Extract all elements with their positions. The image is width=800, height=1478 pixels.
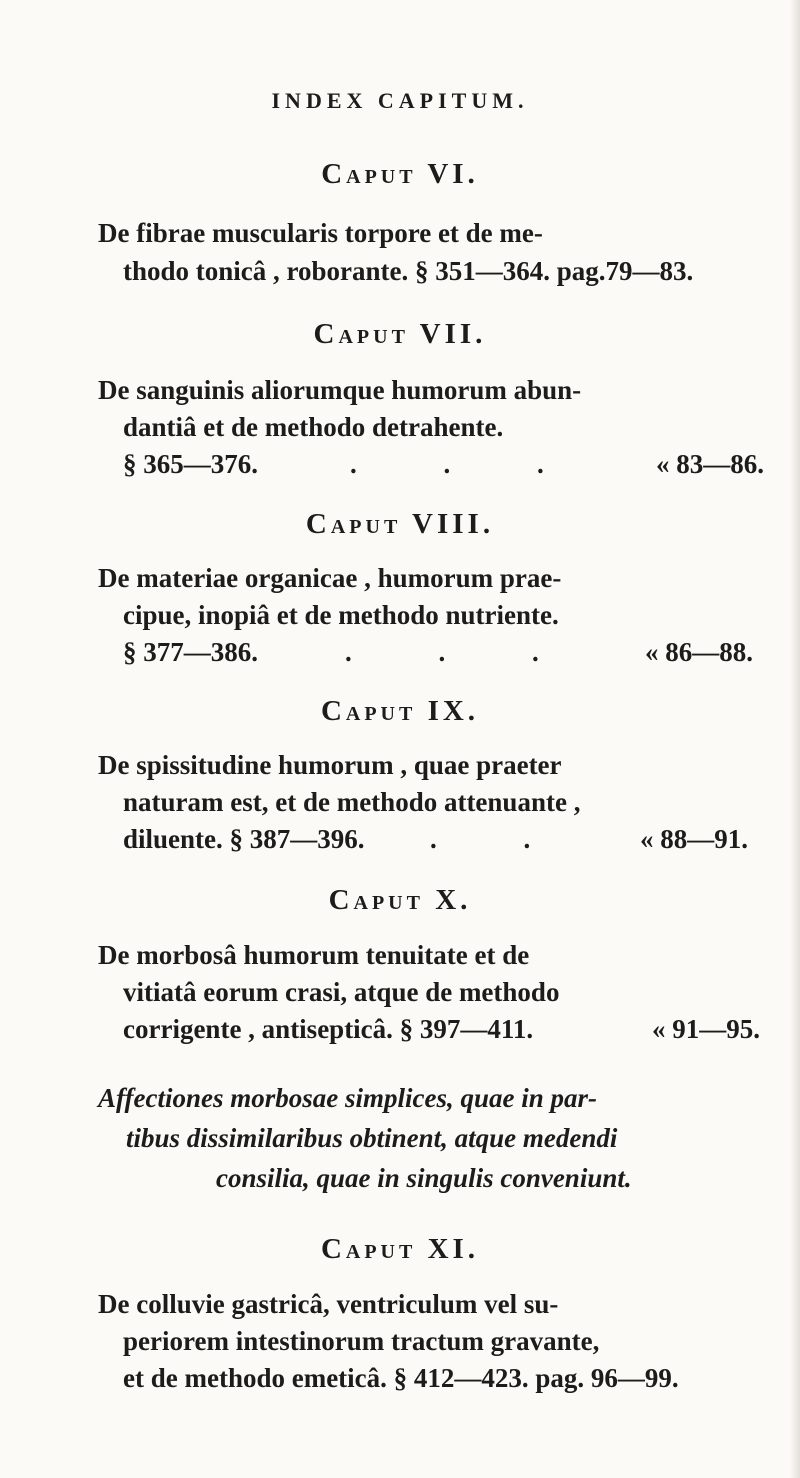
entry-line: De fibrae muscularis torpore et de me- xyxy=(98,218,543,248)
page-range: « 86—88. xyxy=(645,637,753,667)
entry-line: vitiatâ eorum crasi, atque de methodo xyxy=(123,977,560,1007)
entry-line: diluente. § 387—396. xyxy=(123,824,365,854)
entry-line: De morbosâ humorum tenuitate et de xyxy=(98,940,530,970)
caput-heading: Caput VI. xyxy=(321,158,479,190)
entry-line: § 377—386. xyxy=(123,637,258,667)
caput-heading: Caput IX. xyxy=(320,695,480,727)
entry-line: De sanguinis aliorumque humorum abun- xyxy=(98,375,582,405)
entry-line: naturam est, et de methodo attenuante , xyxy=(123,787,581,817)
caput-heading: Caput VII. xyxy=(313,318,487,350)
entry-line: thodo tonicâ , roborante. § 351—364. pag.79—83. xyxy=(123,256,694,286)
entry-line: § 365—376. xyxy=(123,449,258,479)
section-heading-line: consilia, quae in singulis conveniunt. xyxy=(216,1163,632,1193)
entry-line: corrigente , antisepticâ. § 397—411. xyxy=(123,1014,534,1044)
caput-heading: Caput X. xyxy=(328,884,472,916)
caput-heading: Caput VIII. xyxy=(305,508,495,540)
leader-dots: . . . xyxy=(350,449,584,479)
entry-line: et de methodo emeticâ. § 412—423. pag. 96—99. xyxy=(123,1363,679,1393)
section-heading-line: tibus dissimilaribus obtinent, atque medendi xyxy=(126,1123,618,1153)
entry-line: De spissitudine humorum , quae praeter xyxy=(98,750,562,780)
page-range: « 91—95. xyxy=(652,1014,760,1044)
entry-line: dantiâ et de methodo detrahente. xyxy=(123,412,504,442)
entry-line: periorem intestinorum tractum gravante, xyxy=(123,1326,600,1356)
caput-heading: Caput XI. xyxy=(320,1233,480,1265)
leader-dots: . . . xyxy=(345,637,579,667)
page-header: INDEX CAPITUM. xyxy=(271,88,529,113)
entry-line: cipue, inopiâ et de methodo nutriente. xyxy=(123,600,559,630)
entry-line: De colluvie gastricâ, ventriculum vel su- xyxy=(98,1289,559,1319)
page-range: « 88—91. xyxy=(640,824,748,854)
section-heading-line: Affectiones morbosae simplices, quae in par- xyxy=(98,1083,597,1113)
page-range: « 83—86. xyxy=(656,449,764,479)
entry-line: De materiae organicae , humorum prae- xyxy=(98,563,562,593)
leader-dots: . . xyxy=(430,824,571,854)
